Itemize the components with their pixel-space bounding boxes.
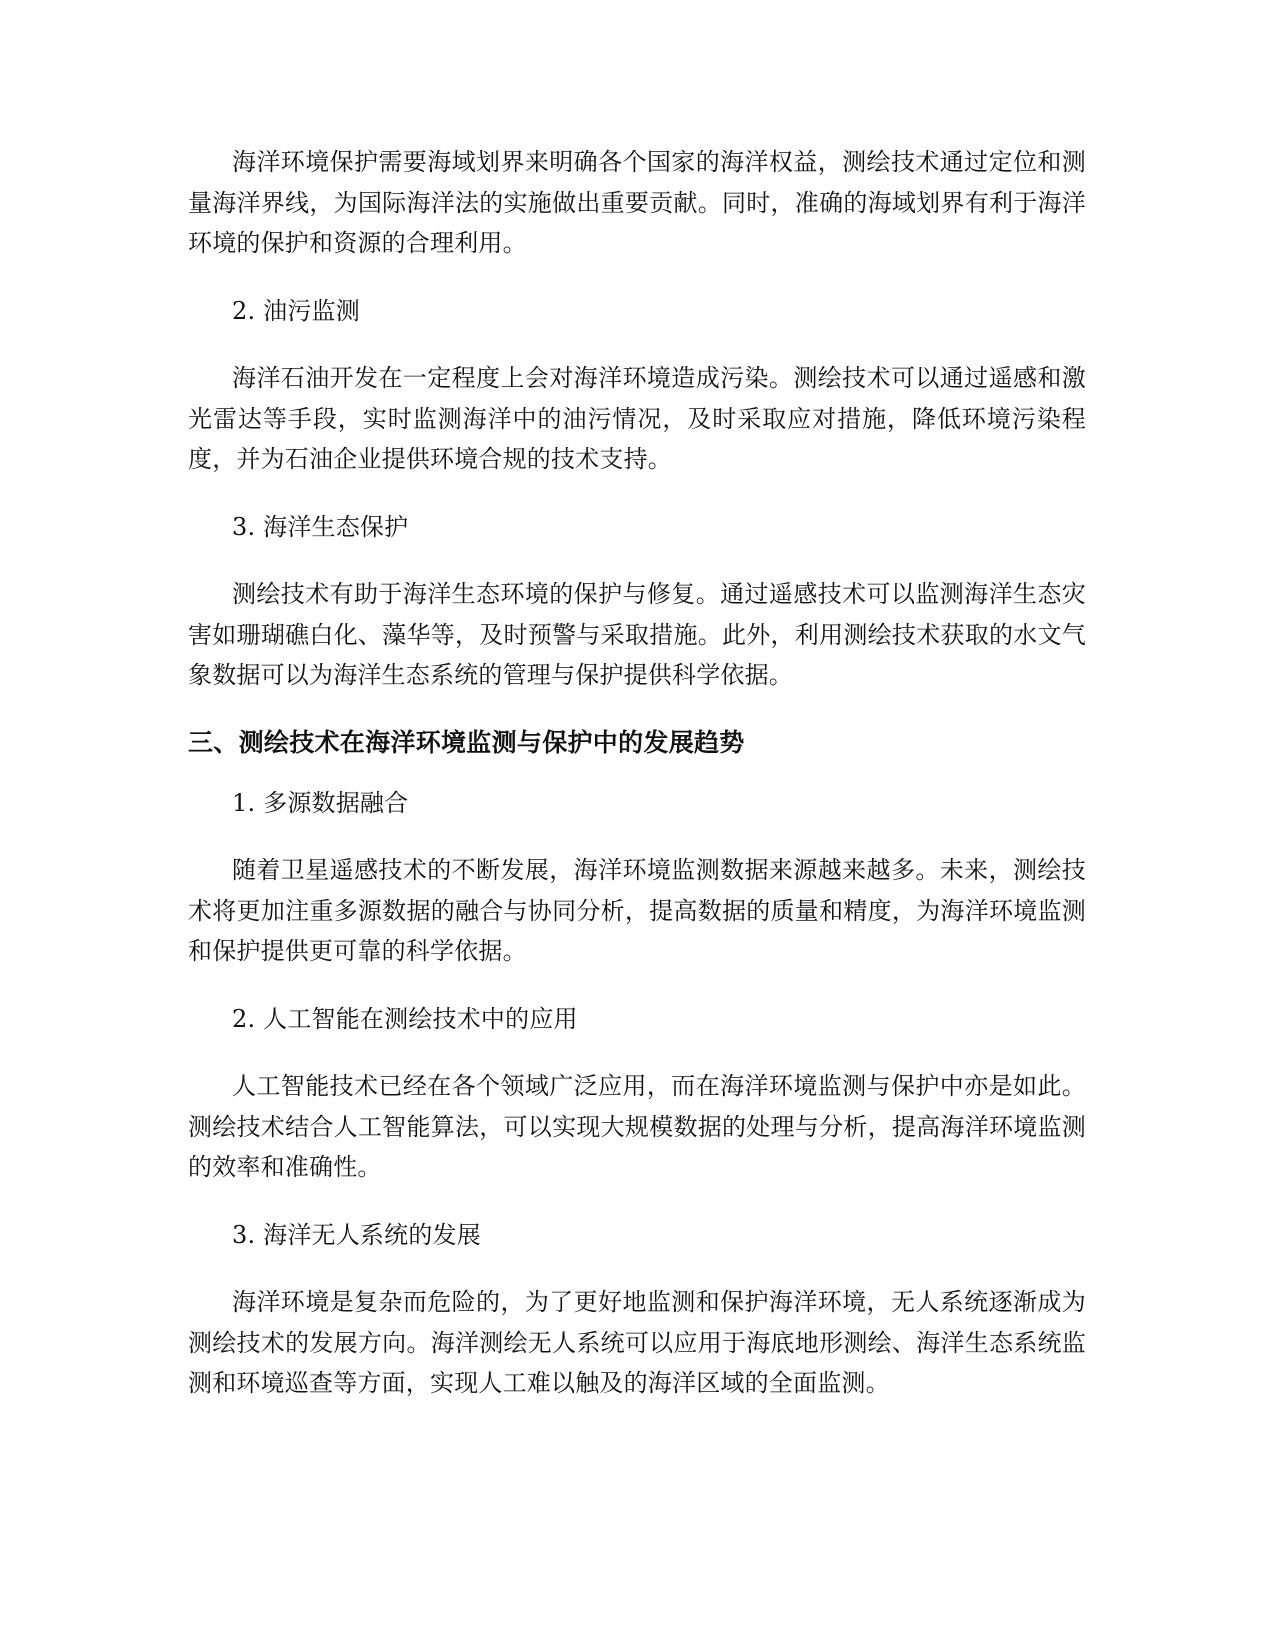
subheading-multi-source-data-fusion: 1. 多源数据融合	[232, 788, 409, 817]
subheading-oil-pollution-monitoring: 2. 油污监测	[232, 296, 360, 325]
paragraph-ai-application: 人工智能技术已经在各个领域广泛应用，而在海洋环境监测与保护中亦是如此。测绘技术结合人工智能算法，可以实现大规模数据的处理与分析，提高海洋环境监测的效率和准确性。	[188, 1072, 1086, 1181]
subheading-ai-application: 2. 人工智能在测绘技术中的应用	[232, 1004, 578, 1033]
paragraph-marine-ecology-protection: 测绘技术有助于海洋生态环境的保护与修复。通过遥感技术可以监测海洋生态灾害如珊瑚礁白化、藻华等，及时预警与采取措施。此外，利用测绘技术获取的水文气象数据可以为海洋生态系统的管理与保护提供科学依据。	[188, 580, 1086, 689]
subheading-unmanned-systems: 3. 海洋无人系统的发展	[232, 1220, 481, 1249]
subheading-marine-ecology-protection: 3. 海洋生态保护	[232, 512, 409, 541]
section-heading-development-trends: 三、测绘技术在海洋环境监测与保护中的发展趋势	[188, 727, 745, 757]
paragraph-maritime-delimitation: 海洋环境保护需要海域划界来明确各个国家的海洋权益，测绘技术通过定位和测量海洋界线，为国际海洋法的实施做出重要贡献。同时，准确的海域划界有利于海洋环境的保护和资源的合理利用。	[188, 148, 1086, 257]
paragraph-unmanned-systems: 海洋环境是复杂而危险的，为了更好地监测和保护海洋环境，无人系统逐渐成为测绘技术的发展方向。海洋测绘无人系统可以应用于海底地形测绘、海洋生态系统监测和环境巡查等方面，实现人工难以触及的海洋区域的全面监测。	[188, 1288, 1086, 1397]
paragraph-oil-pollution-monitoring: 海洋石油开发在一定程度上会对海洋环境造成污染。测绘技术可以通过遥感和激光雷达等手段，实时监测海洋中的油污情况，及时采取应对措施，降低环境污染程度，并为石油企业提供环境合规的技术支持。	[188, 364, 1086, 473]
paragraph-multi-source-data-fusion: 随着卫星遥感技术的不断发展，海洋环境监测数据来源越来越多。未来，测绘技术将更加注重多源数据的融合与协同分析，提高数据的质量和精度，为海洋环境监测和保护提供更可靠的科学依据。	[188, 856, 1086, 965]
document-body	[188, 142, 1086, 1431]
